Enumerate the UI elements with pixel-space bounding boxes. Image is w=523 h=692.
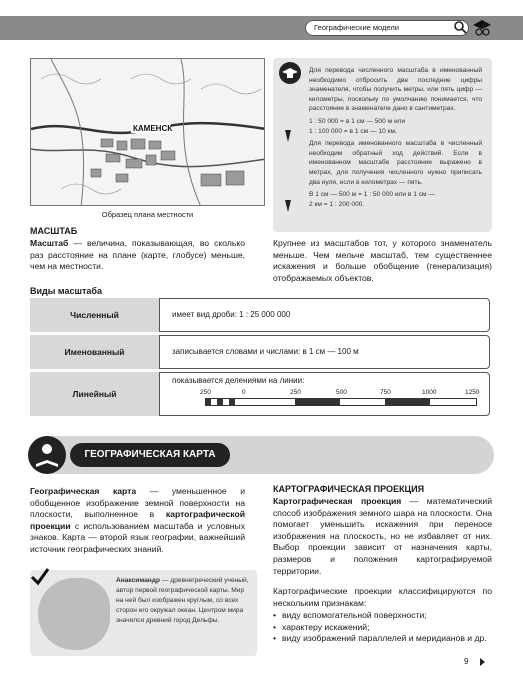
scale-label-numeric: Численный [30, 298, 160, 332]
note-example-1a: 1 : 50 000 = в 1 см — 500 м или [309, 117, 406, 125]
ruler-label: 1000 [422, 389, 437, 396]
ruler-label: 500 [336, 389, 347, 396]
projection-list [273, 610, 492, 645]
scale-label-linear: Линейный [30, 372, 160, 416]
scale-heading: МАСШТАБ [30, 226, 78, 236]
scale-note: Крупнее из масштабов тот, у которого знаменатель меньше. Чем мельче масштаб, тем существеннее искажения и больше обобщение (генерализация) отображаемых объектов. [273, 238, 492, 283]
section-tab[interactable]: Географические модели [305, 20, 469, 36]
note-example-2b: 2 км = 1 : 200 000. [309, 200, 365, 208]
scale-types-heading: Виды масштаба [30, 286, 102, 296]
note-example-1b: 1 : 100 000 = в 1 см — 10 км. [309, 127, 397, 135]
town-label: КАМЕНСК [133, 124, 173, 133]
map-definition: Географическая карта — уменьшенное и обобщенное изображение земной поверхности на плоскости, выполненное в картографической проекции с использованием масштаба и условных знаков. Карта — второй язык географии, важнейший источник географических знаний. [30, 486, 245, 554]
checkmark-icon [30, 566, 50, 586]
section-title: ГЕОГРАФИЧЕСКАЯ КАРТА [70, 443, 230, 467]
ruler-label: 250 [290, 389, 301, 396]
graduation-cap-icon [472, 18, 492, 36]
anaximander-portrait [38, 578, 110, 650]
projection-definition: Картографическая проекция — математический способ изображения земного шара на плоскости. Она помогает уменьшить искажения при переносе изображения на плоскость, но не избавляет от них. Выбор проекции зависит от назначения карты, размеров и положения картографируемой территории. [273, 496, 492, 576]
next-page-arrow-icon[interactable] [480, 658, 485, 666]
scale-definition: Масштаб — величина, показывающая, во сколько раз расстояние на плане (карте, глобусе) меньше, чем на местности. [30, 238, 245, 272]
scale-text-named: записывается словами и числами: в 1 см — 100 м [172, 347, 359, 356]
list-item: • характеру искажений; [273, 622, 492, 634]
scale-label-named: Именованный [30, 335, 160, 369]
projection-intro: Картографические проекции классифицируются по нескольким признакам: [273, 586, 492, 608]
pencil-icon [283, 130, 291, 142]
graduation-cap-icon [279, 62, 301, 84]
ruler-label: 750 [380, 389, 391, 396]
conversion-note [273, 58, 492, 232]
ruler-label: 0 [242, 389, 246, 396]
scale-text-numeric: имеет вид дроби: 1 : 25 000 000 [172, 310, 291, 319]
note-paragraph-1: Для перевода численного масштаба в именованный необходимо отбросить две последние цифры знаменателя, чтобы получить метры, или пять цифр — километры, поскольку по умолчанию понимается, что расстояние в знаменателе дано в сантиметрах. [309, 67, 482, 113]
note-example-2a: В 1 см — 500 м = 1 : 50 000 или в 1 см — [309, 191, 435, 199]
note-paragraph-2: Для перевода именованного масштаба в численный необходим обратный ход действий. Если в именованном масштабе расстояние выражено в метрах, для получения численного нужно приписать два нуля, если в километрах — пять. [309, 140, 482, 186]
terrain-plan-image [30, 58, 265, 206]
pencil-icon [283, 200, 291, 212]
page-number: 9 [464, 657, 469, 666]
search-icon[interactable] [453, 20, 467, 34]
reader-book-icon [28, 436, 66, 474]
ruler-label: 1250 [465, 389, 480, 396]
linear-scale-ruler [205, 398, 477, 406]
anaximander-text: Анаксимандр — древнегреческий ученый, автор первой географической карты. Мир на ней был изображен круглым, со всех сторон его окружал океан. Центром мира значился древний город Дельфы. [116, 577, 249, 624]
ruler-label: 250 [200, 389, 211, 396]
list-item: • виду вспомогательной поверхности; [273, 610, 492, 622]
projection-heading: КАРТОГРАФИЧЕСКАЯ ПРОЕКЦИЯ [273, 484, 425, 494]
map-caption: Образец плана местности [101, 210, 194, 219]
scale-text-linear: показывается делениями на линии: [172, 376, 305, 385]
list-item: • виду изображений параллелей и меридианов и др. [273, 633, 492, 645]
